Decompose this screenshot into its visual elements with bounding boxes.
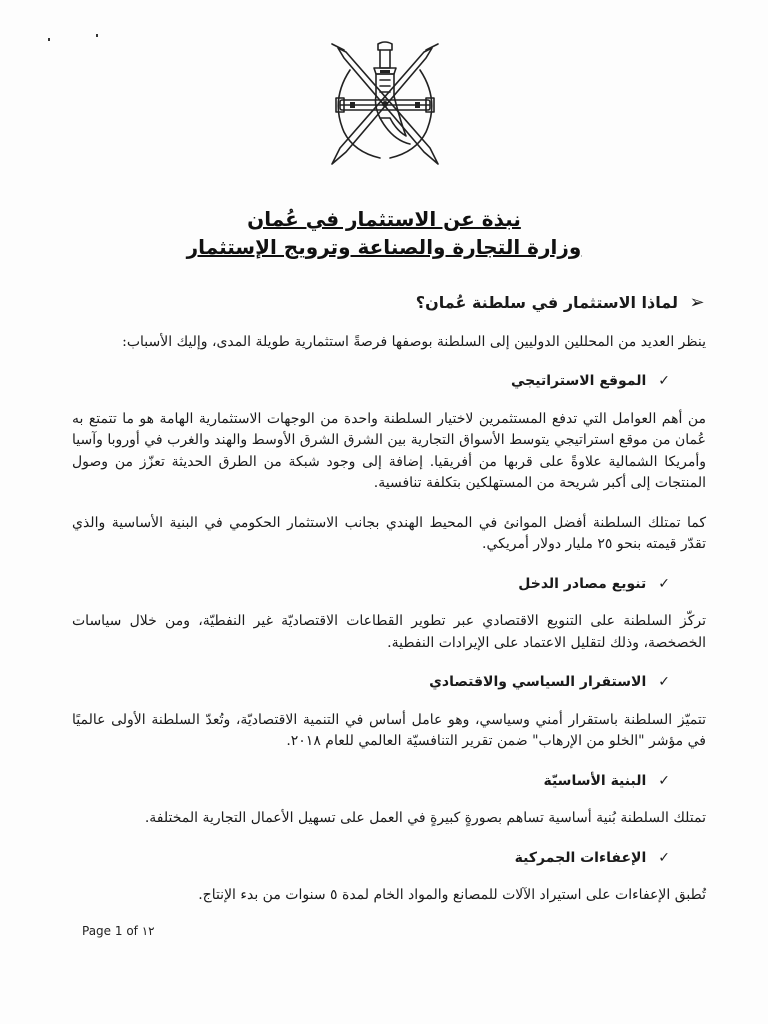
section-paragraph: من أهم العوامل التي تدفع المستثمرين لاختيار السلطنة واحدة من الوجهات الاستثمارية الهامة هو ما تتمتع به عُمان من موقع استراتيجي يتوسط الأسواق التجارية بين الشرق الشرق الأوسط والهند والغرب في أوروبا وآسيا وأمريكا الشمالية علاوةً على قربها من أفريقيا. إضافة إلى وجود شبكة من الطرق الحديثة تعزّز من وصول المنتجات إلى أكبر شريحة من المستهلكين بتكلفة تنافسية. — [72, 410, 706, 491]
section-heading-infrastructure — [72, 771, 670, 793]
section-heading-text: البنية الأساسيّة — [543, 772, 647, 789]
section-heading-text: الاستقرار السياسي والاقتصادي — [429, 674, 647, 690]
section-heading-text: الموقع الاستراتيجي — [511, 373, 647, 389]
scan-speck — [48, 38, 50, 41]
document-title — [120, 205, 648, 261]
section-paragraph: تركّز السلطنة على التنويع الاقتصادي عبر تطوير القطاعات الاقتصاديّة غير النفطيّة، ومن خلال سياسات الخصخصة، وذلك لتقليل الاعتماد على الإيرادات النفطية. — [72, 613, 706, 651]
check-bullet-icon: ✓ — [658, 849, 670, 866]
check-bullet-icon: ✓ — [658, 575, 670, 592]
arrow-bullet-icon: ➢ — [689, 292, 705, 313]
section-heading-income-diversification — [72, 574, 670, 596]
section-paragraph: تتميّز السلطنة باستقرار أمني وسياسي، وهو عامل أساس في التنمية الاقتصاديّة، وتُعدّ السلطنة الأولى عالميًا في مؤشر "الخلو من الإرهاب" ضمن تقرير التنافسيّة العالمي للعام ٢٠١٨. — [72, 711, 706, 749]
check-bullet-icon: ✓ — [658, 772, 670, 789]
section-paragraph: تُطبق الإعفاءات على استيراد الآلات للمصانع والمواد الخام لمدة ٥ سنوات من بدء الإنتاج. — [198, 887, 706, 903]
intro-paragraph: ينظر العديد من المحللين الدوليين إلى السلطنة بوصفها فرصةً استثمارية طويلة المدى، وإليك الأسباب: — [122, 333, 706, 350]
title-line-1: نبذة عن الاستثمار في عُمان — [247, 207, 521, 231]
document-body — [72, 292, 706, 925]
section-heading-stability — [72, 672, 670, 694]
section-heading-strategic-location — [72, 371, 670, 393]
oman-emblem-icon — [310, 40, 460, 175]
section-heading-text: الإعفاءات الجمركية — [514, 849, 647, 866]
main-question-text: لماذا الاستثمار في سلطنة عُمان؟ — [415, 293, 678, 312]
section-paragraph: تمتلك السلطنة بُنية أساسية تساهم بصورةٍ كبيرةٍ في العمل على تسهيل الأعمال التجارية المختلفة. — [144, 810, 706, 826]
section-heading-text: تنويع مصادر الدخل — [518, 575, 647, 592]
section-paragraph: كما تمتلك السلطنة أفضل الموانئ في المحيط الهندي بجانب الاستثمار الحكومي في البنية الأساسية والذي تقدّر قيمته بنحو ٢٥ مليار دولار أمريكي. — [72, 514, 706, 552]
section-heading-customs-exemptions — [72, 848, 670, 870]
main-question — [72, 292, 706, 314]
check-bullet-icon: ✓ — [658, 674, 670, 690]
title-line-2: وزارة التجارة والصناعة وترويج الإستثمار — [186, 235, 582, 259]
check-bullet-icon: ✓ — [658, 373, 670, 389]
page-number: Page 1 of ١٢ — [82, 924, 155, 938]
scan-speck — [96, 34, 98, 37]
